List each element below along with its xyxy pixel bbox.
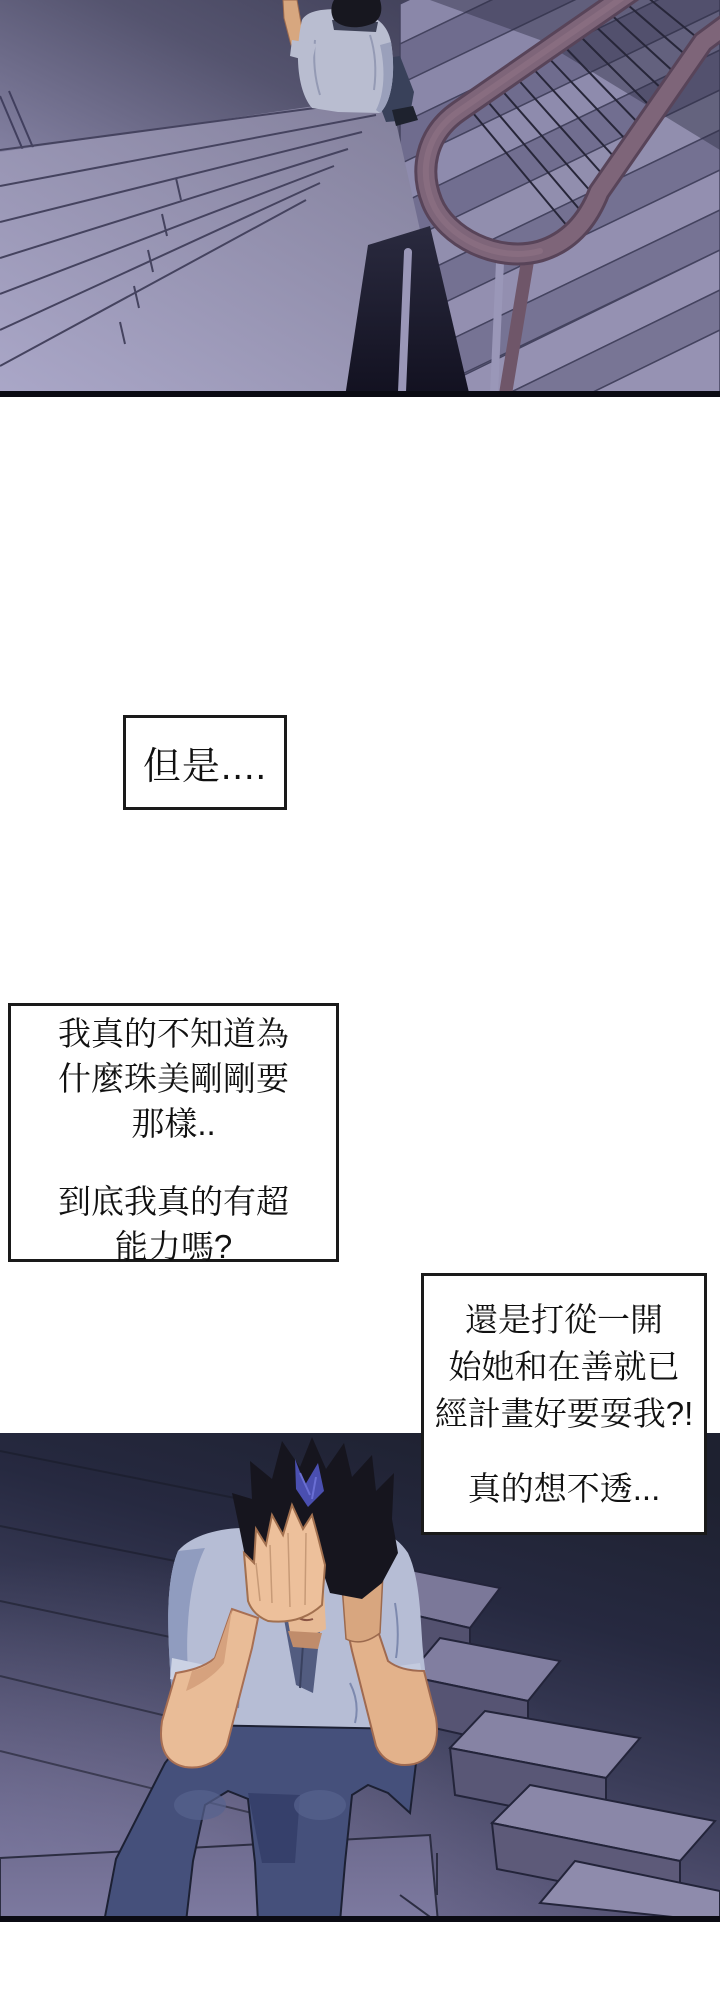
caption-line: 能力嗎?	[114, 1228, 233, 1265]
paragraph-gap	[424, 1437, 704, 1465]
man-left-knee	[174, 1790, 226, 1820]
caption-line: 到底我真的有超	[58, 1183, 289, 1220]
man-right-knee	[294, 1790, 346, 1820]
caption-line: 始她和在善就已	[448, 1348, 680, 1385]
caption-line: 什麼珠美剛剛要	[58, 1060, 289, 1097]
caption-line: 那樣..	[131, 1105, 216, 1142]
caption-line: 經計畫好要耍我?!	[434, 1395, 694, 1432]
man-neck-shadow	[288, 1631, 322, 1649]
caption-monologue-right	[421, 1273, 707, 1535]
caption-monologue-left	[8, 1003, 339, 1265]
caption-line: 還是打從一開	[465, 1301, 663, 1338]
stairwell-top-art	[0, 0, 720, 397]
caption-interlude	[123, 715, 287, 810]
panel-bottom-border	[0, 1916, 720, 1922]
paragraph-gap	[11, 1146, 336, 1179]
caption-line: 真的想不透...	[467, 1470, 661, 1507]
panel-stairwell-top	[0, 0, 720, 397]
caption-line: 我真的不知道為	[58, 1015, 289, 1052]
panel-top-border	[0, 391, 720, 397]
caption-interlude-text: 但是....	[142, 746, 268, 788]
